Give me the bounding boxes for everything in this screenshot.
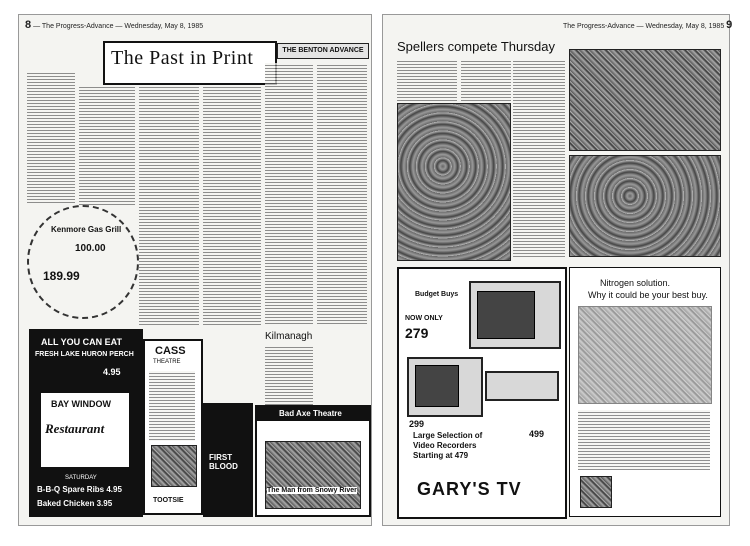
right-newspaper-page (382, 14, 733, 526)
article-column (139, 85, 199, 325)
right-header-text: The Progress-Advance — Wednesday, May 8, 1985 (563, 23, 725, 30)
bad-axe-movie-title: The Man from Snowy River (267, 487, 357, 494)
bad-axe-header-bar (257, 407, 369, 421)
portable-tv-illustration (407, 357, 483, 417)
television-screen (477, 291, 535, 339)
restaurant-bottom-line3: Baked Chicken 3.95 (37, 499, 113, 508)
tv-ad-price2: 299 (409, 419, 425, 429)
left-page-header (25, 19, 203, 31)
tv-ad-recorders-line1: Large Selection of (413, 431, 483, 440)
cass-theatre-ad (143, 339, 203, 515)
left-newspaper-page (18, 14, 372, 526)
left-page-number: 8 (25, 19, 32, 31)
spellers-group-photo (397, 103, 511, 261)
nitrogen-tire-ad (569, 267, 721, 517)
benton-advance-header: THE BENTON ADVANCE (277, 43, 369, 59)
bad-axe-movie-image (265, 441, 361, 509)
cass-title: CASS (155, 345, 186, 357)
banner-title: The Past in Print (111, 47, 254, 69)
cass-footer: TOOTSIE (153, 497, 184, 504)
bad-axe-title: Bad Axe Theatre (279, 409, 342, 418)
article-column (79, 85, 135, 205)
video-recorder-illustration (485, 371, 559, 401)
restaurant-logo-panel (41, 393, 129, 467)
bad-axe-theatre-ad (255, 405, 371, 517)
tire-brand-logo (580, 476, 612, 508)
television-illustration (469, 281, 561, 349)
grill-price-big: 189.99 (43, 269, 80, 283)
cass-subtitle: THEATRE (153, 359, 181, 365)
article-column (265, 345, 313, 405)
tv-ad-recorders-line3: Starting at 479 (413, 451, 469, 460)
right-page-header (563, 19, 732, 31)
tv-ad-price3: 499 (529, 429, 545, 439)
article-column (317, 63, 367, 325)
tv-ad-price-main: 279 (405, 325, 429, 341)
garys-tv-store-name: GARY'S TV (417, 479, 522, 499)
cass-listing-text (149, 371, 195, 441)
grill-price-small: 100.00 (75, 243, 106, 254)
tire-ad-body-text (578, 410, 710, 470)
grill-ad (27, 205, 139, 319)
tv-ad-recorders-line2: Video Recorders (413, 441, 477, 450)
article-column (461, 59, 511, 101)
restaurant-price: 4.95 (103, 367, 121, 377)
restaurant-name-line1: BAY WINDOW (51, 399, 112, 409)
tire-ad-line1: Nitrogen solution. (600, 278, 671, 288)
portable-tv-screen (415, 365, 459, 407)
kilmanagh-headline: Kilmanagh (265, 331, 313, 342)
article-column (27, 71, 75, 203)
article-column (265, 63, 313, 325)
left-header-text: — The Progress-Advance — Wednesday, May 8, 1985 (33, 23, 204, 30)
spellers-photo-top (569, 49, 721, 151)
past-in-print-banner (103, 41, 277, 85)
article-column (513, 59, 565, 259)
tv-ad-line1: Budget Buys (415, 291, 459, 298)
restaurant-bottom-line1: SATURDAY (65, 475, 97, 481)
cass-movie-image (151, 445, 197, 487)
garys-tv-ad (397, 267, 567, 519)
bay-window-restaurant-ad (29, 329, 143, 517)
restaurant-top-line1: ALL YOU CAN EAT (41, 337, 123, 347)
restaurant-bottom-line2: B-B-Q Spare Ribs 4.95 (37, 485, 122, 494)
grill-title: Kenmore Gas Grill (51, 225, 122, 234)
first-blood-ad (203, 403, 253, 517)
first-blood-title: FIRST BLOOD (209, 453, 238, 471)
restaurant-name-line2: Restaurant (45, 421, 105, 436)
tv-ad-line2: NOW ONLY (405, 315, 443, 322)
spellers-photo-bottom (569, 155, 721, 257)
article-column (397, 59, 457, 101)
right-page-number: 9 (726, 19, 733, 31)
restaurant-top-line2: FRESH LAKE HURON PERCH (35, 351, 134, 358)
article-column (203, 85, 261, 325)
spellers-headline: Spellers compete Thursday (397, 39, 556, 54)
tire-illustration (578, 306, 712, 404)
tire-ad-line2: Why it could be your best buy. (588, 290, 708, 300)
